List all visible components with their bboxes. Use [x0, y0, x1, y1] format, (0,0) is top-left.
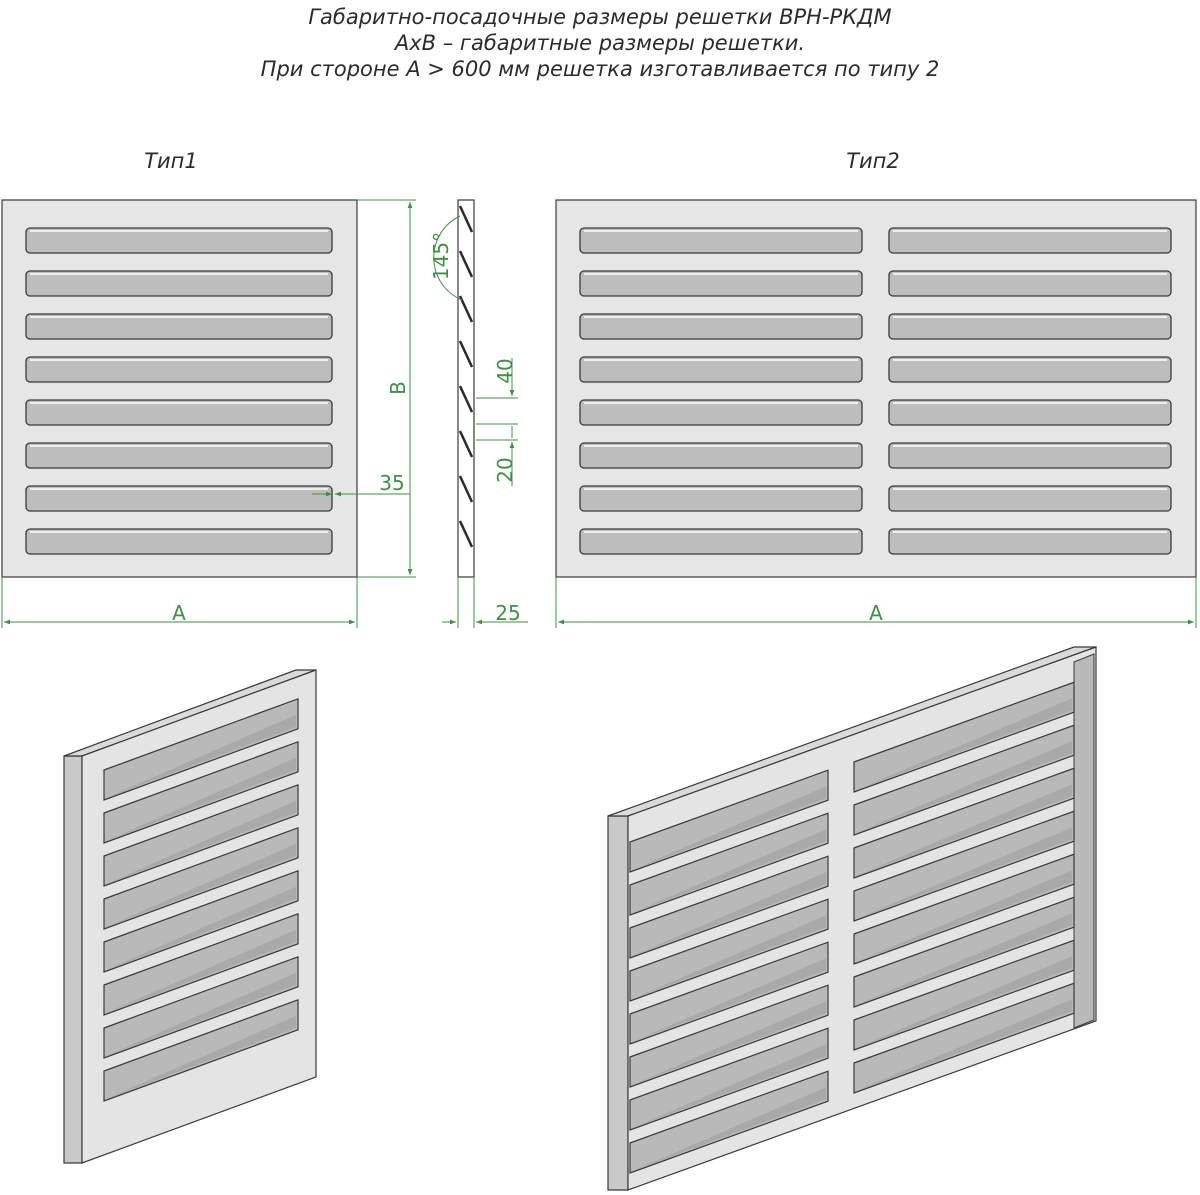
type1-frame	[2, 200, 357, 577]
type2-label: Тип2	[846, 149, 900, 173]
dim-border-label: 35	[379, 471, 405, 495]
dim-gap-label: 20	[493, 457, 517, 483]
type2-frame	[556, 200, 1196, 577]
type1-label: Тип1	[144, 149, 198, 173]
type2-isometric-view	[608, 647, 1096, 1190]
dim-pitch-label: 40	[493, 358, 517, 384]
header-dimensions-note: АхВ – габаритные размеры решетки.	[394, 31, 806, 55]
dim-width-label-type1: A	[172, 601, 186, 625]
dim-height-label: B	[386, 381, 410, 395]
type1-front-view	[2, 200, 357, 577]
type1-isometric-view	[64, 670, 316, 1163]
dim-width-label-type2: A	[869, 601, 883, 625]
dim-depth-label: 25	[495, 601, 521, 625]
header-type-note: При стороне А > 600 мм решетка изготавливается по типу 2	[260, 57, 940, 81]
section-view	[458, 200, 474, 577]
dim-angle-label: 145°	[429, 231, 453, 281]
type2-front-view	[556, 200, 1196, 577]
header-title: Габаритно-посадочные размеры решетки ВРН-РКДМ	[308, 5, 892, 29]
